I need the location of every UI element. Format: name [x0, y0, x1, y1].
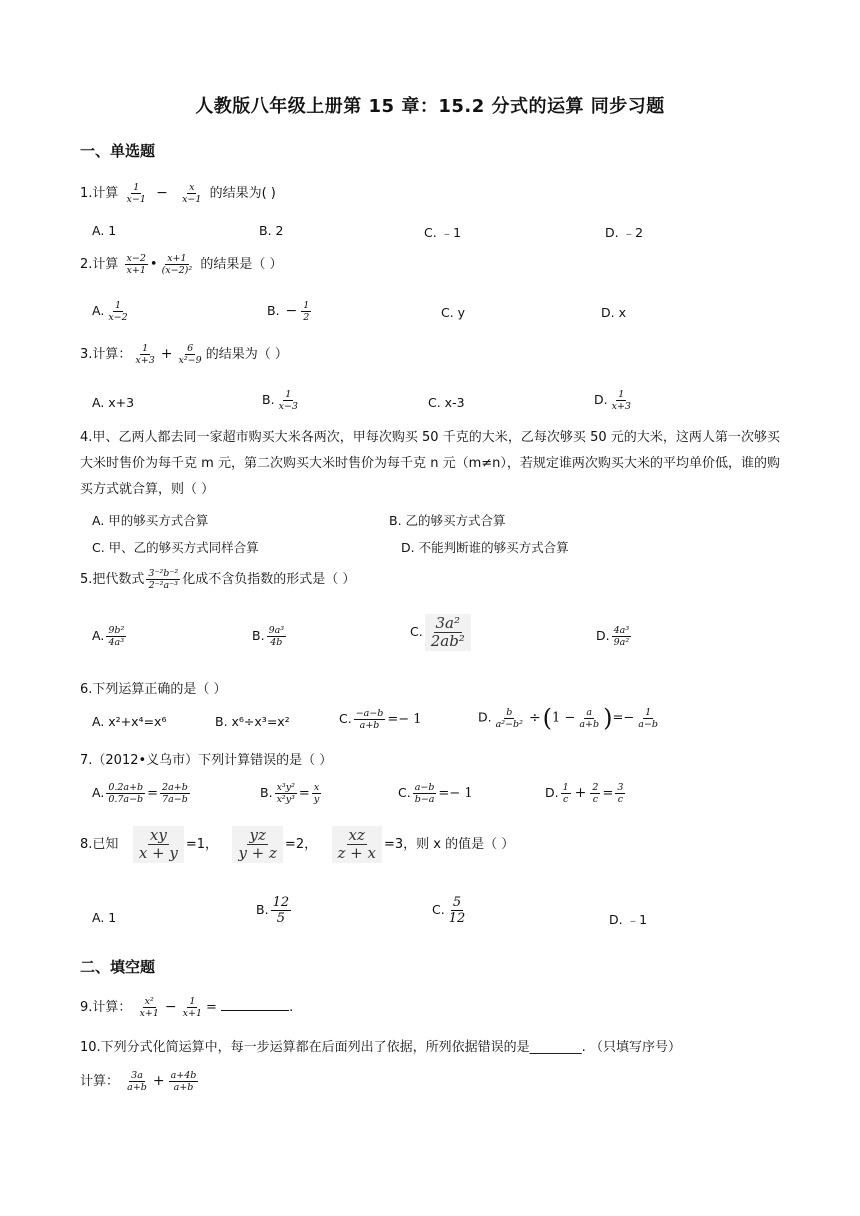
question-5: 5.把代数式 $\frac{\text{3⁻²b⁻²}}{\text{2⁻²a⁻³}}$ 化成不含负指数的形式是（ ） — [80, 568, 356, 591]
q3-option-c[interactable]: C. x-3 — [428, 395, 465, 410]
q6-option-b[interactable]: B. x⁶÷x³=x² — [215, 714, 290, 729]
q8-option-a[interactable]: A. 1 — [92, 910, 117, 925]
q6-option-a[interactable]: A. x²+x⁴=x⁶ — [92, 714, 167, 729]
q6-option-c[interactable]: C. $\frac{-a-b}{a+b}$ =− 1 — [339, 708, 422, 731]
q4-option-b[interactable]: B. 乙的够买方式合算 — [389, 513, 506, 528]
question-1: 1.计算 $\frac{1}{x-1}$ − $\frac{x}{x-1}$ 的结果为( ) — [80, 182, 276, 205]
section-single-choice: 一、单选题 — [80, 142, 156, 160]
q2-option-a[interactable]: A. $\frac{1}{x-2}$ — [92, 300, 128, 323]
q2-option-c[interactable]: C. y — [441, 305, 466, 320]
fraction: $\frac{x+1}{\text{(x−2)²}}$ — [161, 253, 193, 276]
q1-option-c[interactable]: C. ﹣1 — [424, 225, 462, 240]
q8-option-c[interactable]: C. $\frac{5}{12}$ — [432, 895, 466, 926]
question-8: 8.已知 $\frac{xy}{x + y}$ =1， $\frac{yz}{y + z}$ =2， $\frac{xz}{z + x}$ =3，则 x 的值是（ ） — [80, 826, 515, 862]
q5-option-d[interactable]: D. $\frac{\text{4a³}}{\text{9a²}}$ — [596, 625, 630, 648]
q4-option-c[interactable]: C. 甲、乙的够买方式同样合算 — [92, 540, 259, 555]
q3-option-d[interactable]: D. $\frac{1}{x+3}$ — [594, 389, 631, 412]
section-fill-blank: 二、填空题 — [80, 958, 156, 976]
question-6: 6.下列运算正确的是（ ） — [80, 682, 227, 697]
q3-option-a[interactable]: A. x+3 — [92, 395, 135, 410]
answer-blank[interactable] — [221, 998, 289, 1011]
fraction: $\frac{1}{x-1}$ — [126, 182, 146, 205]
q5-option-a[interactable]: A. $\frac{\text{9b²}}{\text{4a³}}$ — [92, 625, 125, 648]
q2-option-b[interactable]: B. − $\frac{1}{2}$ — [267, 300, 310, 323]
question-10: 10.下列分式化简运算中，每一步运算都在后面列出了依据，所列依据错误的是________. （只填写序号） — [80, 1040, 681, 1055]
q1-option-d[interactable]: D. ﹣2 — [605, 225, 644, 240]
q1-option-b[interactable]: B. 2 — [259, 223, 284, 238]
q1-option-a[interactable]: A. 1 — [92, 223, 117, 238]
question-4: 4.甲、乙两人都去同一家超市购买大米各两次，甲每次购买 50 千克的大米，乙每次够买 50 元的大米，这两人第一次够买大米时售价为每千克 m 元，第二次购买大米时售价为每千克 n 元（m≠n），若规定谁两次购买大米的平均单价低，谁的购买方式就合算，则（ ） — [80, 430, 780, 497]
question-2: 2.计算 $\frac{x-2}{x+1}$ • $\frac{x+1}{\text{(x−2)²}}$ 的结果是（ ） — [80, 253, 283, 276]
q7-option-a[interactable]: A. $\frac{0.2a+b}{0.7a-b}$ = $\frac{2a+b}{7a-b}$ — [92, 782, 188, 805]
q7-option-b[interactable]: B. $\frac{\text{x³y²}}{\text{x²y³}}$ = $\frac{x}{y}$ — [260, 782, 320, 805]
fraction: $\frac{x-2}{x+1}$ — [126, 253, 146, 276]
q4-option-d[interactable]: D. 不能判断谁的够买方式合算 — [401, 540, 569, 555]
question-7: 7.（2012•义乌市）下列计算错误的是（ ） — [80, 753, 333, 768]
q8-option-d[interactable]: D. ﹣1 — [609, 912, 648, 927]
q6-option-d[interactable]: D. $\frac{b}{\text{a²−b²}}$ ÷(1 − $\frac{a}{a+b}$ )=− $\frac{1}{a-b}$ — [478, 704, 658, 732]
q4-option-a[interactable]: A. 甲的够买方式合算 — [92, 513, 209, 528]
q5-option-c[interactable]: C. $\frac{\text{3a²}}{\text{2ab²}}$ — [410, 614, 473, 651]
page-title: 人教版八年级上册第 15 章：15.2 分式的运算 同步习题 — [195, 96, 665, 117]
q5-option-b[interactable]: B. $\frac{\text{9a³}}{4b}$ — [252, 625, 285, 648]
question-3: 3.计算： $\frac{1}{x+3}$ + $\frac{6}{\text{x²−9}}$ 的结果为（ ） — [80, 343, 288, 366]
question-9: 9.计算： $\frac{\text{x²}}{x+1}$ − $\frac{1}{x+1}$ = . — [80, 996, 294, 1019]
q3-option-b[interactable]: B. $\frac{1}{x-3}$ — [262, 389, 298, 412]
q8-option-b[interactable]: B. $\frac{12}{5}$ — [256, 895, 290, 926]
q7-option-c[interactable]: C. $\frac{a-b}{b-a}$ =− 1 — [398, 782, 473, 805]
q7-option-d[interactable]: D. $\frac{1}{c}$ + $\frac{2}{c}$ = $\frac{3}{c}$ — [545, 782, 624, 805]
q2-option-d[interactable]: D. x — [601, 305, 626, 320]
fraction: $\frac{x}{x-1}$ — [182, 182, 202, 205]
question-10-expression: 计算： $\frac{3a}{a+b}$ + $\frac{a+4b}{a+b}$ — [80, 1070, 197, 1093]
